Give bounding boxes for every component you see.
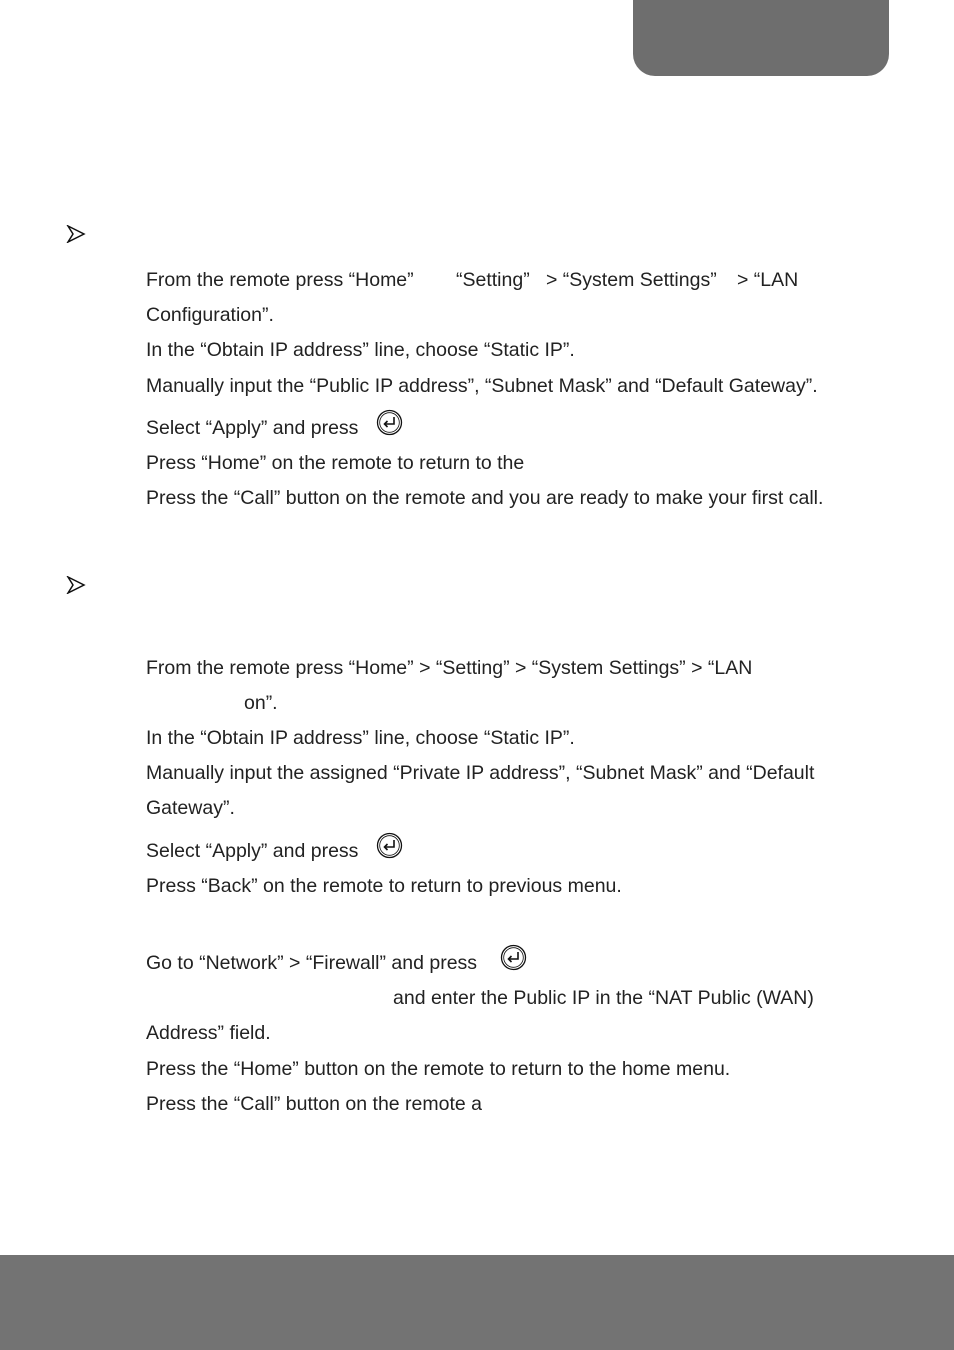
s1-line-1a: From the remote press “Home” [146, 269, 414, 291]
s2-line-6: Select “Apply” and press [146, 840, 359, 862]
header-tab [633, 0, 889, 76]
s1-line-6: Press “Home” on the remote to return to the [146, 452, 525, 474]
enter-button-icon [376, 409, 403, 436]
bullet-arrow-icon [66, 576, 86, 594]
s2-line-8: Go to “Network” > “Firewall” and press [146, 952, 478, 974]
s1-line-7: Press the “Call” button on the remote and you are ready to make your first call. [146, 487, 824, 509]
enter-button-icon [500, 944, 527, 971]
s1-line-5: Select “Apply” and press [146, 417, 359, 439]
s2-line-12: Press the “Call” button on the remote a [146, 1093, 483, 1115]
s2-line-1: From the remote press “Home” > “Setting” > “System Settings” > “LAN [146, 657, 753, 679]
s2-line-5: Gateway”. [146, 797, 235, 819]
s2-line-2: on”. [244, 692, 278, 714]
s1-line-1b: “Setting” [456, 269, 530, 291]
s1-line-1d: > “LAN [737, 269, 799, 291]
s2-line-11: Press the “Home” button on the remote to return to the home menu. [146, 1058, 731, 1080]
s1-line-2: Configuration”. [146, 304, 274, 326]
s2-line-4: Manually input the assigned “Private IP address”, “Subnet Mask” and “Default [146, 762, 815, 784]
s2-line-7: Press “Back” on the remote to return to previous menu. [146, 875, 622, 897]
s1-line-1c: > “System Settings” [546, 269, 717, 291]
enter-button-icon [376, 832, 403, 859]
s2-line-3: In the “Obtain IP address” line, choose “Static IP”. [146, 727, 575, 749]
s2-line-9: and enter the Public IP in the “NAT Public (WAN) [393, 987, 814, 1009]
footer-bar [0, 1255, 954, 1350]
bullet-arrow-icon [66, 225, 86, 243]
s1-line-4: Manually input the “Public IP address”, “Subnet Mask” and “Default Gateway”. [146, 375, 818, 397]
s2-line-10: Address” field. [146, 1022, 271, 1044]
s1-line-3: In the “Obtain IP address” line, choose “Static IP”. [146, 339, 575, 361]
